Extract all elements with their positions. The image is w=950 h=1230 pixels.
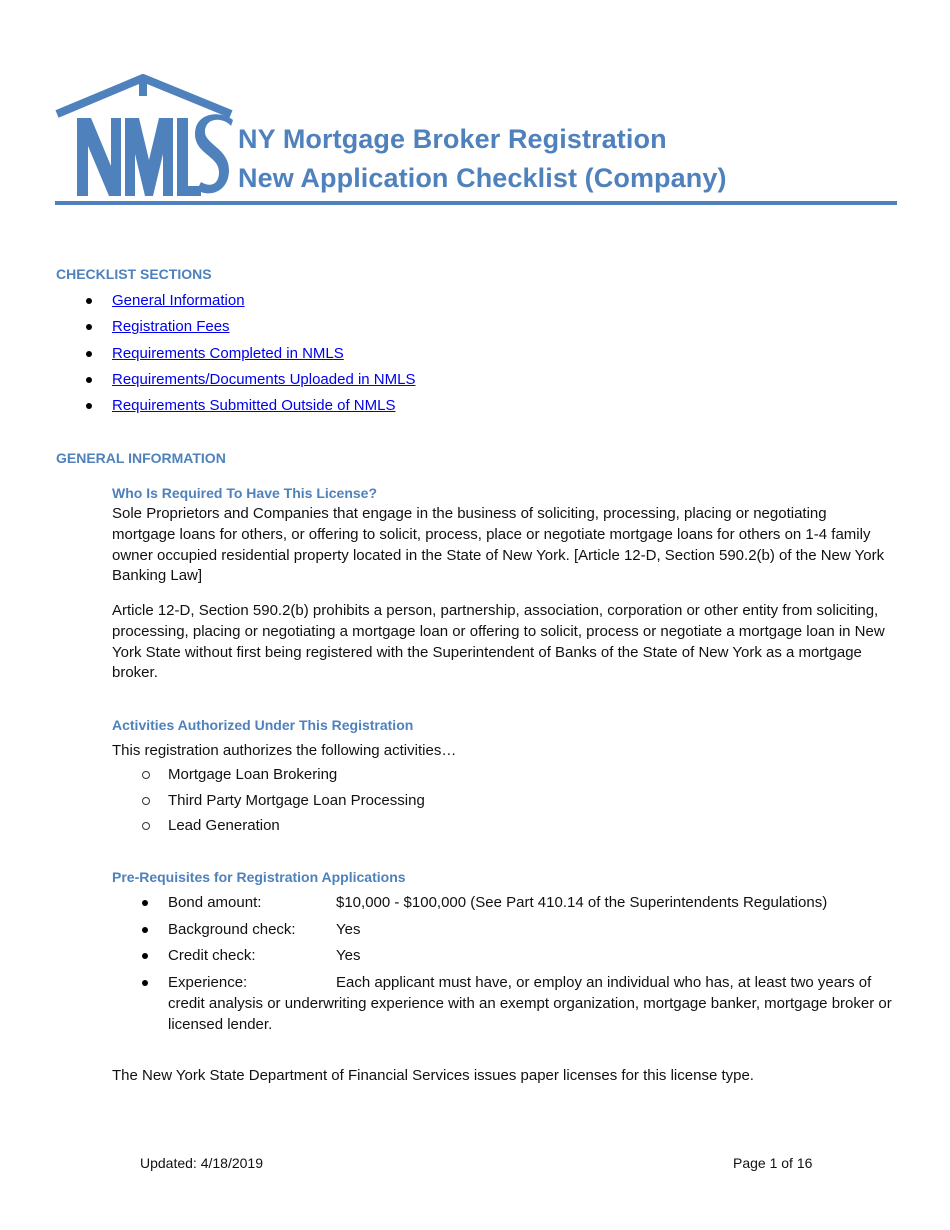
bullet-icon <box>86 403 92 409</box>
activity-label: Mortgage Loan Brokering <box>168 766 338 783</box>
prerequisite-bond <box>168 893 827 914</box>
list-item <box>112 395 415 421</box>
header-divider <box>55 201 897 205</box>
activities-intro: This registration authorizes the following activities… <box>112 742 457 759</box>
bullet-icon <box>86 351 92 357</box>
activity-label: Third Party Mortgage Loan Processing <box>168 791 425 809</box>
bullet-icon <box>142 927 148 933</box>
link-requirements-uploaded[interactable]: Requirements/Documents Uploaded in NMLS <box>112 370 416 388</box>
activities-list <box>168 765 425 842</box>
activity-label: Lead Generation <box>168 817 280 834</box>
circle-bullet-icon <box>142 771 150 779</box>
prerequisite-background <box>168 920 360 941</box>
prerequisite-value: Yes <box>336 947 361 964</box>
list-item <box>112 369 415 395</box>
prerequisite-label: Background check: <box>168 921 296 938</box>
circle-bullet-icon <box>142 822 150 830</box>
circle-bullet-icon <box>142 797 150 805</box>
footer-page-number: Page 1 of 16 <box>733 1155 813 1171</box>
bullet-icon <box>86 298 92 304</box>
bullet-icon <box>142 980 148 986</box>
link-registration-fees[interactable]: Registration Fees <box>112 318 230 336</box>
footer-updated-date: Updated: 4/18/2019 <box>140 1155 263 1171</box>
bullet-icon <box>86 377 92 383</box>
who-required-paragraph-2: Article 12-D, Section 590.2(b) prohibits a person, partnership, association, corporation or other entity from soliciting, processing, placing or negotiating a mortgage loan or offering to solicit, process or negotiate a mortgage loan in New York State without first being registered with the Superintendent of Banks of the State of New York as a mortgage broker. <box>112 602 885 682</box>
checklist-sections-heading: CHECKLIST SECTIONS <box>56 266 212 282</box>
prerequisite-value: Each applicant must have, or employ an individual who has, at least two years of credit analysis or underwriting experience with an exempt organization, mortgage banker, mortgage broker or licensed lender. <box>168 974 892 1033</box>
document-title-line2: New Application Checklist (Company) <box>238 163 727 193</box>
link-general-information[interactable]: General Information <box>112 292 245 309</box>
prerequisite-credit <box>168 946 360 967</box>
list-item <box>112 343 415 369</box>
activities-heading: Activities Authorized Under This Registration <box>112 717 414 733</box>
list-item <box>168 791 425 817</box>
who-required-paragraph-1: Sole Proprietors and Companies that engage in the business of soliciting, processing, placing or negotiating mortgage loans for others, or offering to solicit, process, place or negotiate mortgage loans for others on 1-4 family owner occupied residential property located in the State of New York. [Article 12-D, Section 590.2(b) of the New York Banking Law] <box>112 505 885 585</box>
general-information-heading: GENERAL INFORMATION <box>56 450 226 466</box>
nmls-logo <box>55 74 235 200</box>
prerequisite-label: Credit check: <box>168 947 256 964</box>
bullet-icon <box>142 900 148 906</box>
list-item <box>112 290 415 316</box>
list-item <box>112 316 415 342</box>
prerequisite-label: Bond amount: <box>168 894 262 911</box>
closing-note: The New York State Department of Financial Services issues paper licenses for this license type. <box>112 1067 754 1084</box>
link-requirements-completed[interactable]: Requirements Completed in NMLS <box>112 344 344 362</box>
prerequisites-heading: Pre-Requisites for Registration Applications <box>112 869 406 885</box>
link-requirements-outside[interactable]: Requirements Submitted Outside of NMLS <box>112 397 396 415</box>
who-required-heading: Who Is Required To Have This License? <box>112 485 378 501</box>
prerequisite-label: Experience: <box>168 974 248 991</box>
bullet-icon <box>142 953 148 959</box>
list-item <box>168 765 425 791</box>
bullet-icon <box>86 324 92 330</box>
prerequisite-value: $10,000 - $100,000 (See Part 410.14 of the Superintendents Regulations) <box>336 894 828 911</box>
document-header <box>55 74 897 207</box>
checklist-sections-list <box>112 290 415 421</box>
prerequisite-value: Yes <box>336 921 361 938</box>
prerequisite-experience <box>168 973 896 1035</box>
list-item <box>168 816 425 842</box>
document-title-line1: NY Mortgage Broker Registration <box>238 124 667 154</box>
